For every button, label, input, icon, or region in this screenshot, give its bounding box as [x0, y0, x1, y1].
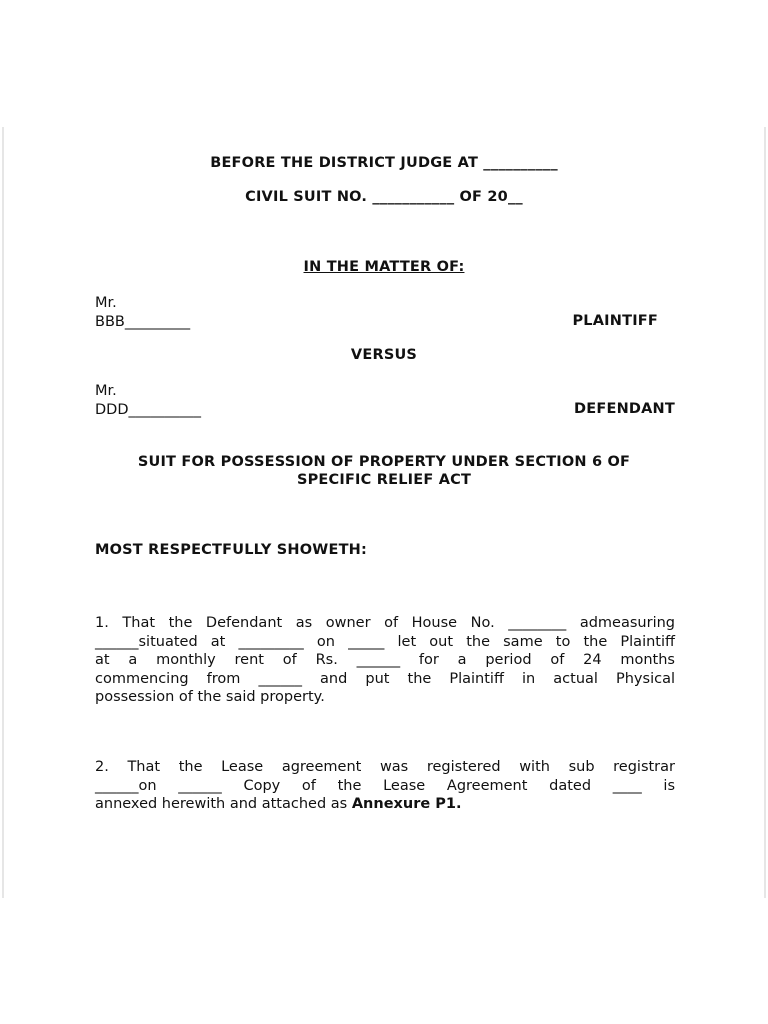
- court-heading: BEFORE THE DISTRICT JUDGE AT __________: [210, 155, 558, 171]
- suit-number-line: CIVIL SUIT NO. ___________ OF 20__: [245, 189, 523, 205]
- matter-heading: IN THE MATTER OF:: [303, 259, 465, 275]
- paragraph-1-line: 1. That the Defendant as owner of House No. ________ admeasuring: [95, 615, 675, 631]
- paragraph-1-line: possession of the said property.: [95, 689, 325, 705]
- paragraph-1-line: at a monthly rent of Rs. ______ for a period of 24 months: [95, 652, 675, 668]
- defendant-label: DEFENDANT: [574, 401, 675, 417]
- paragraph-1: [95, 614, 675, 707]
- plaintiff-label: PLAINTIFF: [572, 313, 658, 329]
- suit-title-line1: SUIT FOR POSSESSION OF PROPERTY UNDER SECTION 6 OF: [137, 454, 631, 470]
- paragraph-2-line: ______on ______ Copy of the Lease Agreement dated ____ is: [95, 777, 675, 794]
- plaintiff-name: BBB_________: [95, 314, 191, 330]
- defendant-title: Mr.: [95, 383, 117, 399]
- annexure-text: annexed herewith and attached as: [95, 796, 352, 812]
- showeth-heading: MOST RESPECTFULLY SHOWETH:: [95, 542, 367, 558]
- suit-title-line2: SPECIFIC RELIEF ACT: [296, 472, 472, 488]
- annexure-label: Annexure P1.: [351, 796, 462, 812]
- paragraph-2: [95, 758, 675, 814]
- paragraph-2-line-3: [95, 795, 675, 814]
- paragraph-1-line: ______situated at _________ on _____ let out the same to the Plaintiff: [95, 633, 675, 650]
- paragraph-1-line: commencing from ______ and put the Plaintiff in actual Physical: [95, 670, 675, 687]
- versus-label: VERSUS: [350, 347, 418, 363]
- paragraph-2-line: 2. That the Lease agreement was registered with sub registrar: [95, 759, 675, 775]
- plaintiff-title: Mr.: [95, 295, 117, 311]
- defendant-name: DDD__________: [95, 402, 201, 418]
